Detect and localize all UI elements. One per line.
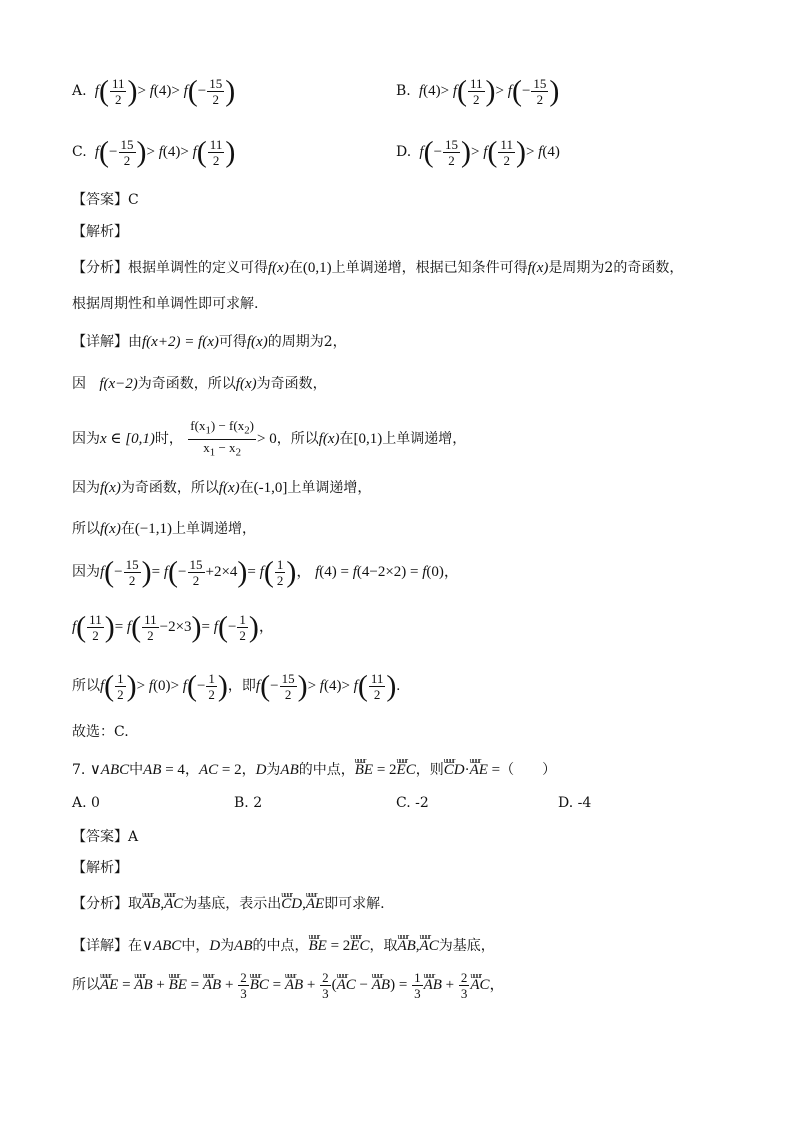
q7-xiangjie-line: 【详解】在∨ABC中，D为AB的中点，uuur BE = 2uuur EC，取uuur AB,uuur AC为基底， — [72, 936, 495, 956]
periodic-line-1: 因为f(− $\frac{15}{2}$ )= f(− $\frac{15}{2}$ +2×4)= f( $\frac{1}{2}$ )， f(4) = f(4−2×2) = f(0)， — [72, 555, 459, 589]
q7-answer-line: 【答案】A — [72, 829, 139, 845]
option-letter: C. — [72, 143, 87, 160]
formula: f(4)> f( $\frac{11}{2}$ )> f(− $\frac{15}{2}$ ) — [415, 74, 560, 108]
periodic-line-2: f( $\frac{11}{2}$ )= f( $\frac{11}{2}$ −2×3)= f(− $\frac{1}{2}$ )， — [72, 610, 274, 644]
answer-line — [72, 190, 139, 210]
formula: f( $\frac{11}{2}$ )> f(4)> f(− $\frac{15}{2}$ ) — [91, 74, 236, 108]
option-d — [396, 137, 560, 168]
choice-line: 故选：C. — [72, 724, 129, 740]
fenxi-line: 【分析】根据单调性的定义可得f(x)在(0,1)上单调递增，根据已知条件可得f(x)是周期为2的奇函数， — [72, 260, 684, 276]
q7-fenxi-line: 【分析】取uuur AB,uuur AC为基底，表示出uuur CD,uuur AE即可求解. — [72, 894, 385, 914]
conclusion-line: 所以f( $\frac{1}{2}$ )> f(0)> f(− $\frac{1}{2}$ )，即f(− $\frac{15}{2}$ )> f(4)> f( $\frac{11}{2}$ ). — [72, 669, 401, 703]
q7-analysis-label: 【解析】 — [72, 860, 128, 876]
answer-value: C — [128, 192, 139, 208]
q7-option-c: C. -2 — [396, 795, 429, 811]
formula: f(− $\frac{15}{2}$ )> f(4)> f( $\frac{11}{2}$ ) — [91, 135, 236, 169]
formula: f(− $\frac{15}{2}$ )> f( $\frac{11}{2}$ )> f(4) — [415, 135, 560, 169]
option-letter: A. — [72, 82, 87, 99]
odd-function-line: 因 f(x−2)为奇函数，所以f(x)为奇函数， — [72, 376, 327, 392]
xiangjie-line: 【详解】由f(x+2) = f(x)可得f(x)的周期为2， — [72, 334, 347, 350]
q7-option-b: B. 2 — [234, 795, 263, 811]
q7-option-d: D. -4 — [558, 795, 592, 811]
question-7-stem: 7. ∨ABC中AB = 4，AC = 2，D为AB的中点，uuur BE = 2uuur EC，则uuur CD·uuur AE =（ ） — [72, 760, 556, 780]
option-c — [72, 137, 235, 168]
option-a — [72, 76, 235, 107]
option-letter: B. — [396, 82, 411, 99]
q7-derivation-line: 所以uuur AE = uuur AB + uuur BE = uuur AB + $\frac{2}{3}$ uuur BC = uuur AB + $\frac{2}{3}$ (uuur AC − uuur AB) = $\frac{1}{3}$ uuur AB + $\frac{2}{3}$ uuur AC， — [72, 968, 505, 1002]
question-number: 7. — [72, 762, 86, 778]
answer-label: 【答案】 — [72, 192, 128, 208]
option-letter: D. — [396, 143, 412, 160]
analysis-label: 【解析】 — [72, 224, 128, 240]
monotone-all-line: 所以f(x)在(−1,1)上单调递增， — [72, 521, 257, 537]
q7-option-a: A. 0 — [72, 795, 100, 811]
monotone-neg-line: 因为f(x)为奇函数，所以f(x)在(-1,0]上单调递增， — [72, 480, 372, 496]
monotone-line: 因为x ∈ [0,1)时， $\frac{f(x_1) - f(x_2)}{x_1 - x_2}$ > 0，所以f(x)在[0,1)上单调递增， — [72, 418, 467, 459]
option-b — [396, 76, 559, 107]
fenxi-line-2: 根据周期性和单调性即可求解. — [72, 296, 259, 312]
